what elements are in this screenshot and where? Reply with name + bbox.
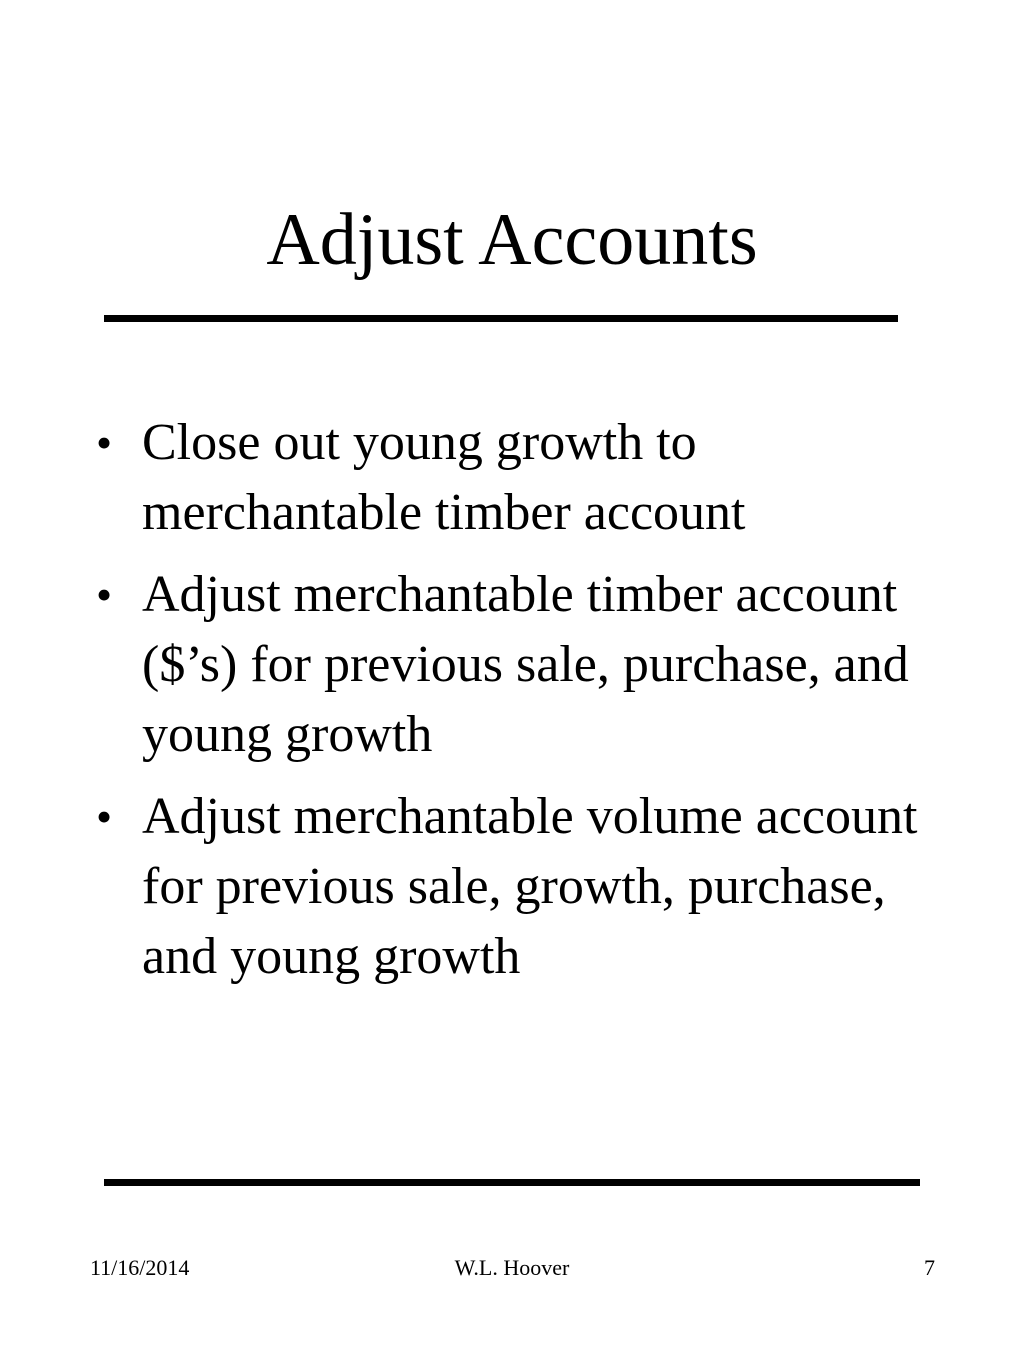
footer-page-number: 7 (924, 1255, 935, 1280)
footer-date: 11/16/2014 (90, 1255, 190, 1280)
bullet-marker: • (96, 569, 113, 620)
bullet-marker: • (96, 417, 113, 468)
bullet-text: Adjust merchantable timber account ($’s) for previous sale, purchase, and young growth (142, 566, 909, 763)
bullet-item-adjust-timber (0, 560, 1024, 770)
bullet-text: Adjust merchantable volume account for previous sale, growth, purchase, and young growth (142, 788, 918, 985)
bullet-item-adjust-volume (0, 782, 1024, 992)
bullet-item-close-out (0, 408, 1024, 548)
bullet-text: Close out young growth to merchantable timber account (142, 414, 746, 541)
bullet-marker: • (96, 791, 113, 842)
title-divider (104, 315, 898, 322)
slide-title: Adjust Accounts (266, 199, 758, 281)
footer-author: W.L. Hoover (454, 1255, 570, 1280)
footer-divider (104, 1179, 920, 1186)
bullet-list (0, 408, 1024, 1004)
